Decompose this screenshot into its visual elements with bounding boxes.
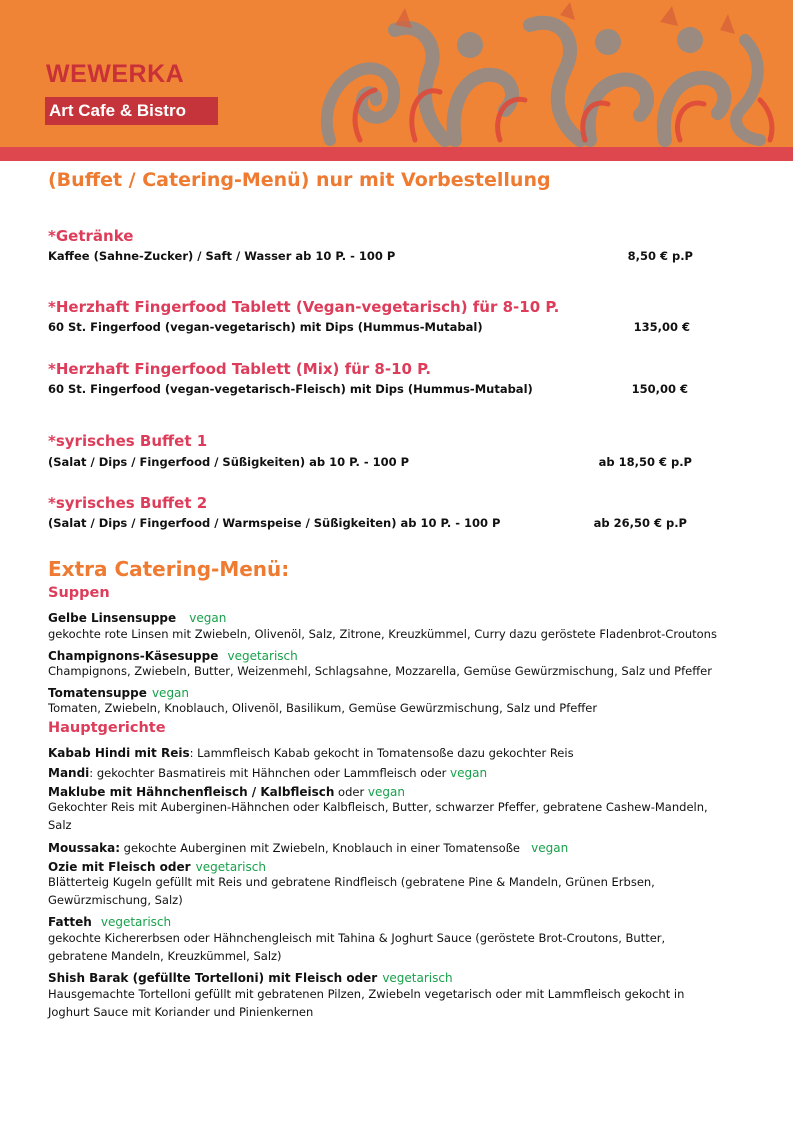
diet-tag: vegan [151,686,190,700]
dish-connector: oder [334,785,368,799]
price-fingerfood-vegan: 135,00 € [633,320,690,334]
header-banner [0,0,793,147]
soup-desc-linsensuppe: gekochte rote Linsen mit Zwiebeln, Olivenöl, Salz, Zitrone, Kreuzkümmel, Curry dazu geröstete Fladenbrot-Croutons [48,627,717,641]
soups-heading: Suppen [48,585,110,601]
dish-desc: : gekochter Basmatireis mit Hähnchen oder Lammfleisch oder [89,766,451,780]
dish-desc: : Lammfleisch Kabab gekocht in Tomatensoße dazu gekochter Reis [189,746,574,760]
soup-desc-tomatensuppe: Tomaten, Zwiebeln, Knoblauch, Olivenöl, Basilikum, Gemüse Gewürzmischung, Salz und Pfeffer [48,701,598,715]
soup-item-kaesesuppe [48,645,298,664]
dish-desc: gekochte Auberginen mit Zwiebeln, Knoblauch in einer Tomatensoße [120,841,521,855]
section-item-buffet-1: (Salat / Dips / Fingerfood / Süßigkeiten) ab 10 P. - 100 P [48,455,410,469]
buffet-title: (Buffet / Catering-Menü) nur mit Vorbestellung [48,169,551,191]
main-item-maklube [48,781,405,800]
soup-item-linsensuppe [48,607,226,626]
dish-name: Tomatensuppe [48,686,147,700]
main-item-shish-barak [48,967,453,986]
dish-name: Shish Barak (gefüllte Tortelloni) mit Fleisch oder [48,971,378,985]
dish-name: Maklube mit Hähnchenfleisch / Kalbfleisch [48,785,335,799]
mains-heading: Hauptgerichte [48,720,166,736]
dish-name: Fatteh [48,915,92,929]
dish-name: Champignons-Käsesuppe [48,649,219,663]
dish-name: Moussaka: [48,841,120,855]
section-heading-fingerfood-mix: *Herzhaft Fingerfood Tablett (Mix) für 8-10 P. [48,360,432,378]
diet-tag: vegan [531,841,569,855]
diet-tag: vegetarisch [195,860,266,874]
brand-subtitle: Art Cafe & Bistro [45,97,218,125]
main-desc-fatteh-1: gekochte Kichererbsen oder Hähnchengleisch mit Tahina & Joghurt Sauce (geröstete Brot-Croutons, Butter, [48,931,666,945]
main-item-ozie [48,856,266,875]
section-heading-getraenke: *Getränke [48,227,134,245]
price-buffet-2: ab 26,50 € p.P [593,516,687,530]
soup-item-tomatensuppe [48,682,189,701]
diet-tag: vegetarisch [227,649,298,663]
header-stripe [0,147,793,161]
section-item-fingerfood-mix: 60 St. Fingerfood (vegan-vegetarisch-Fleisch) mit Dips (Hummus-Mutabal) [48,382,533,396]
diet-tag: vegetarisch [100,915,172,929]
main-item-kabab [48,742,574,761]
main-desc-ozie-2: Gewürzmischung, Salz) [48,893,183,907]
soup-desc-kaesesuppe: Champignons, Zwiebeln, Butter, Weizenmehl, Schlagsahne, Mozzarella, Gemüse Gewürzmischung, Salz und Pfeffer [48,664,712,678]
main-desc-ozie-1: Blätterteig Kugeln gefüllt mit Reis und gebratene Rindfleisch (gebratene Pine & Mandeln, Grünen Erbsen, [48,875,655,889]
price-getraenke: 8,50 € p.P [627,249,693,263]
dish-name: Mandi [48,766,90,780]
main-desc-fatteh-2: gebratene Mandeln, Kreuzkümmel, Salz) [48,949,282,963]
section-item-buffet-2: (Salat / Dips / Fingerfood / Warmspeise / Süßigkeiten) ab 10 P. - 100 P [48,516,501,530]
main-desc-shish-barak-1: Hausgemachte Tortelloni gefüllt mit gebratenen Pilzen, Zwiebeln vegetarisch oder mit Lammfleisch gekocht in [48,987,685,1001]
diet-tag: vegetarisch [382,971,453,985]
price-fingerfood-mix: 150,00 € [631,382,688,396]
section-heading-fingerfood-vegan: *Herzhaft Fingerfood Tablett (Vegan-vegetarisch) für 8-10 P. [48,298,560,316]
section-heading-buffet-2: *syrisches Buffet 2 [48,494,208,512]
diet-tag: vegan [367,785,405,799]
section-item-fingerfood-vegan: 60 St. Fingerfood (vegan-vegetarisch) mit Dips (Hummus-Mutabal) [48,320,483,334]
dish-name: Gelbe Linsensuppe [48,611,177,625]
main-item-mandi [48,762,487,781]
section-heading-buffet-1: *syrisches Buffet 1 [48,432,208,450]
main-item-moussaka [48,837,568,856]
section-item-getraenke: Kaffee (Sahne-Zucker) / Saft / Wasser ab 10 P. - 100 P [48,249,396,263]
main-desc-shish-barak-2: Joghurt Sauce mit Koriander und Pinienkernen [48,1005,314,1019]
diet-tag: vegan [189,611,227,625]
main-desc-maklube-1: Gekochter Reis mit Auberginen-Hähnchen oder Kalbfleisch, Butter, schwarzer Pfeffer, gebratene Cashew-Mandeln, [48,800,708,814]
diet-tag: vegan [450,766,488,780]
main-desc-maklube-2: Salz [48,818,72,832]
price-buffet-1: ab 18,50 € p.P [598,455,692,469]
extra-title: Extra Catering-Menü: [48,557,290,581]
dish-name: Kabab Hindi mit Reis [48,746,190,760]
brand-name: WEWERKA [46,60,185,88]
main-item-fatteh [48,911,171,930]
dish-name: Ozie mit Fleisch oder [48,860,191,874]
